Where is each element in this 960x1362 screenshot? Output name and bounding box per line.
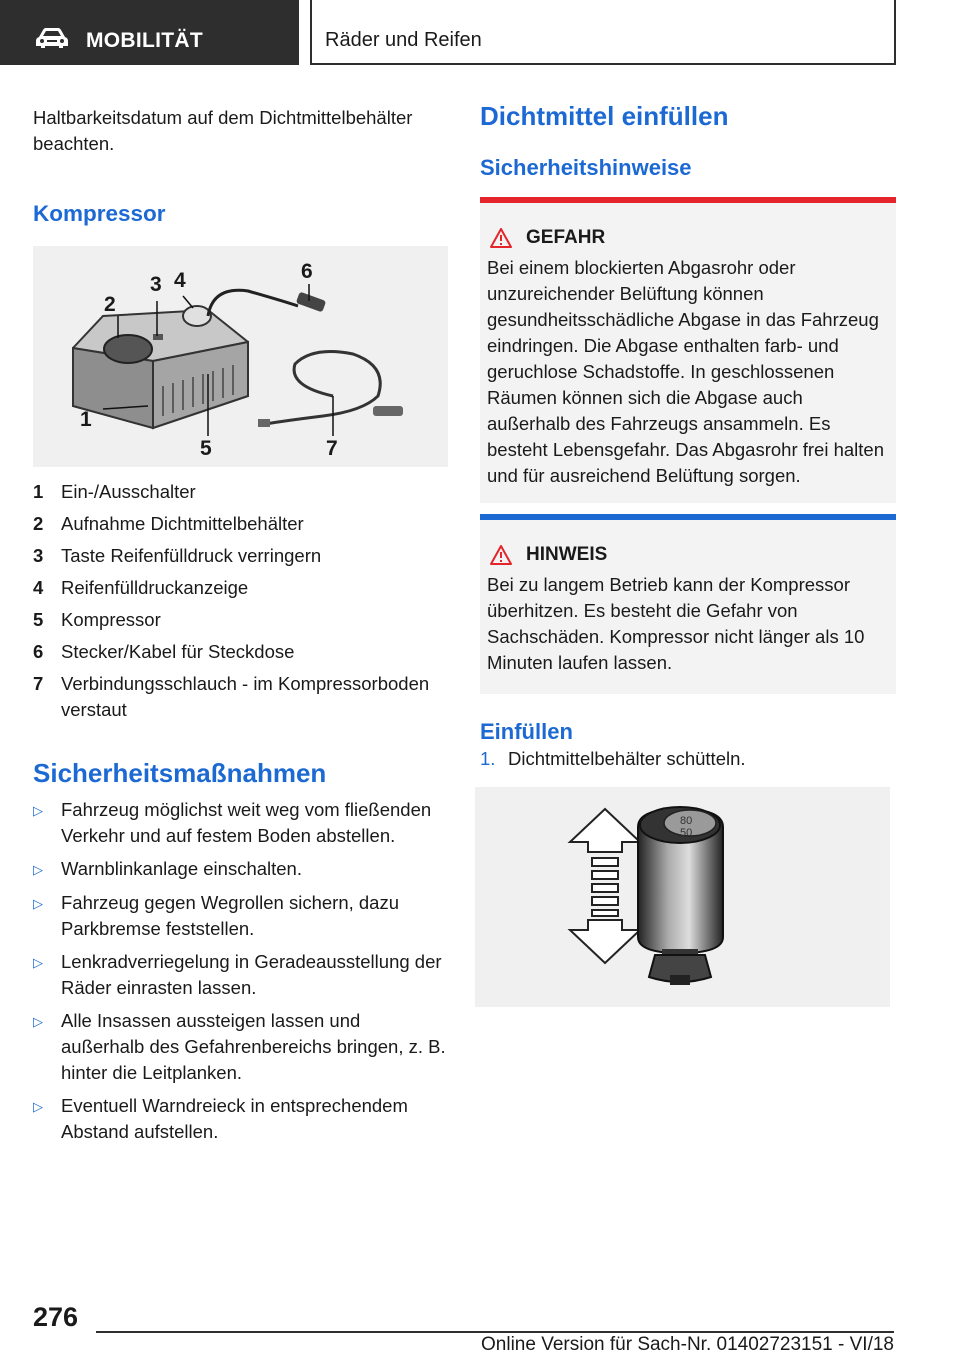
page-number: 276 bbox=[33, 1302, 79, 1332]
footer-divider bbox=[96, 1331, 894, 1333]
list-item: 2 Aufnahme Dichtmittelbehälter bbox=[33, 513, 304, 534]
right-column bbox=[480, 100, 896, 1007]
kompressor-heading: Kompressor bbox=[33, 201, 166, 226]
bottle-label-top: 80 bbox=[680, 815, 693, 827]
notice-box bbox=[480, 514, 896, 694]
section-title: MOBILITÄT bbox=[86, 29, 204, 52]
notice-title: HINWEIS bbox=[526, 544, 608, 565]
danger-title: GEFAHR bbox=[526, 227, 606, 248]
triangle-bullet-icon: ▷ bbox=[33, 955, 43, 970]
sealant-bottle-figure bbox=[475, 787, 890, 1007]
list-item: 4 Reifenfülldruckanzeige bbox=[33, 577, 249, 598]
topic-title: Räder und Reifen bbox=[325, 29, 482, 51]
bottle-label-bottom: 50 bbox=[680, 827, 693, 839]
figure-callout-6: 6 bbox=[301, 260, 313, 283]
car-icon bbox=[35, 27, 69, 49]
notice-title-row bbox=[487, 542, 888, 568]
section-tab bbox=[0, 0, 299, 65]
safety-notes-heading: Sicherheitshinweise bbox=[480, 155, 692, 180]
parts-list bbox=[33, 479, 448, 723]
topic-tab bbox=[310, 0, 896, 65]
section-heading: Dichtmittel einfüllen bbox=[480, 101, 729, 131]
safety-list bbox=[33, 797, 448, 1145]
notice-text: Bei zu langem Betrieb kann der Kompressor überhitzen. Es besteht die Gefahr von Sachschäden. Kompressor nicht länger als 10 Minuten laufen lassen. bbox=[487, 574, 865, 673]
figure-callout-2: 2 bbox=[104, 293, 116, 316]
compressor-illustration bbox=[33, 246, 448, 467]
list-item: ▷ Fahrzeug möglichst weit weg vom fließenden Verkehr und auf festem Boden abstellen. bbox=[33, 797, 448, 849]
list-item: 6 Stecker/Kabel für Steckdose bbox=[33, 641, 295, 662]
fill-steps bbox=[480, 746, 896, 772]
list-item: ▷ Warnblinkanlage einschalten. bbox=[33, 856, 448, 883]
compressor-figure bbox=[33, 246, 448, 467]
safety-heading: Sicherheitsmaßnahmen bbox=[33, 758, 327, 788]
intro-text: Haltbarkeitsdatum auf dem Dichtmittelbehälter beachten. bbox=[33, 107, 413, 154]
list-item: 7 Verbindungsschlauch - im Kompressorboden verstaut bbox=[33, 673, 430, 720]
danger-text: Bei einem blockierten Abgasrohr oder unzureichender Belüftung können gesundheitsschädliche Abgase in das Fahrzeug eindringen. Die Abgase enthalten farb- und geruchlose Schadstoffe. In geschlossenen Räumen können sich die Abgase auch außerhalb des Fahrzeugs ansammeln. Es besteht Lebensgefahr. Das Abgasrohr frei halten und für ausreichend Belüftung sorgen. bbox=[487, 257, 884, 486]
danger-box bbox=[480, 197, 896, 503]
list-item: 3 Taste Reifenfülldruck verringern bbox=[33, 545, 322, 566]
danger-title-row bbox=[487, 225, 888, 251]
triangle-bullet-icon: ▷ bbox=[33, 896, 43, 911]
fill-heading: Einfüllen bbox=[480, 719, 573, 744]
list-item: ▷ Eventuell Warndreieck in entsprechendem Abstand aufstellen. bbox=[33, 1093, 448, 1145]
figure-callout-7: 7 bbox=[326, 437, 338, 460]
triangle-bullet-icon: ▷ bbox=[33, 862, 43, 877]
triangle-bullet-icon: ▷ bbox=[33, 803, 43, 818]
list-item: 1 Ein-/Ausschalter bbox=[33, 481, 196, 502]
triangle-bullet-icon: ▷ bbox=[33, 1099, 43, 1114]
figure-callout-1: 1 bbox=[80, 408, 92, 431]
warning-triangle-icon bbox=[490, 228, 512, 248]
list-item: ▷ Lenkradverriegelung in Geradeausstellung der Räder einrasten lassen. bbox=[33, 949, 448, 1001]
footer-online-version: Online Version für Sach-Nr. 01402723151 - VI/18 bbox=[481, 1334, 894, 1355]
list-item: ▷ Alle Insassen aussteigen lassen und außerhalb des Gefahrenbereichs bringen, z. B. hinter die Leitplanken. bbox=[33, 1008, 448, 1086]
warning-triangle-icon bbox=[490, 545, 512, 565]
figure-callout-4: 4 bbox=[174, 269, 186, 292]
list-item: 1. Dichtmittelbehälter schütteln. bbox=[480, 748, 746, 769]
list-item: ▷ Fahrzeug gegen Wegrollen sichern, dazu Parkbremse feststellen. bbox=[33, 890, 448, 942]
figure-callout-3: 3 bbox=[150, 273, 162, 296]
triangle-bullet-icon: ▷ bbox=[33, 1014, 43, 1029]
left-column bbox=[33, 105, 448, 1152]
figure-callout-5: 5 bbox=[200, 437, 212, 460]
list-item: 5 Kompressor bbox=[33, 609, 161, 630]
